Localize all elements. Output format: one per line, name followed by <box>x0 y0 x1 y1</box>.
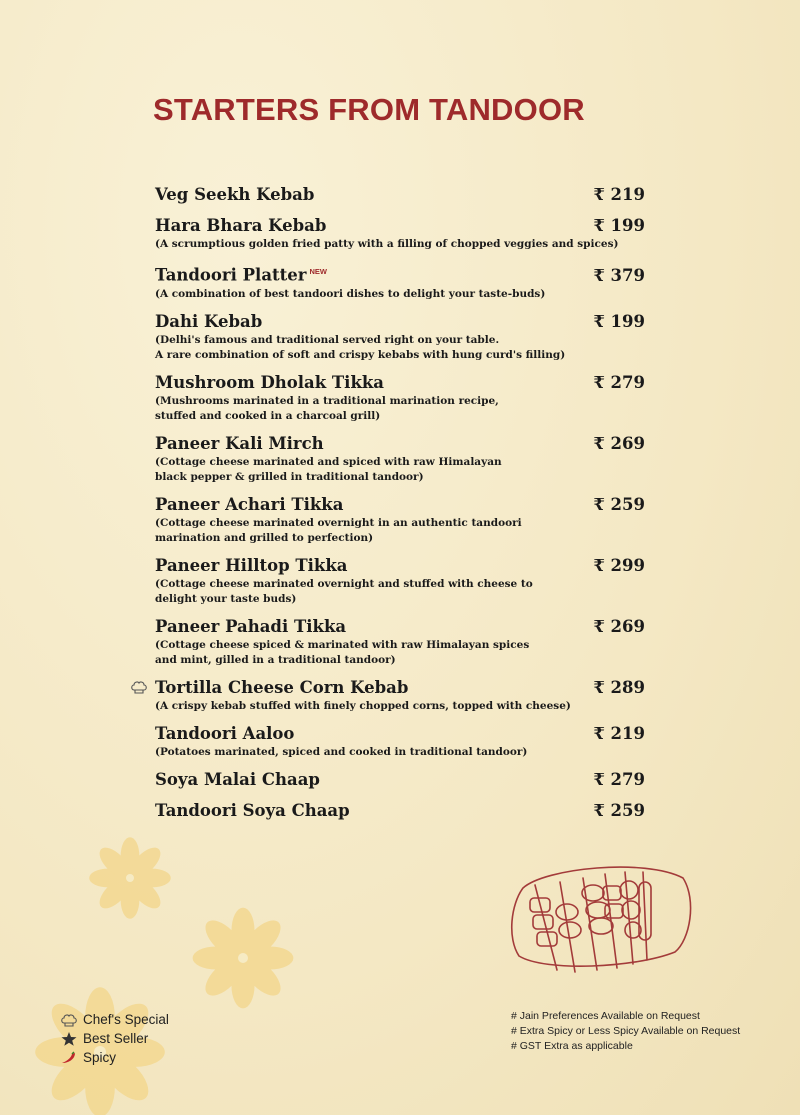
price-value: 259 <box>610 494 645 514</box>
item-price <box>593 555 645 577</box>
chef-hat-icon <box>60 1013 78 1027</box>
rupee-symbol: ₹ <box>593 555 605 575</box>
item-description: (Cottage cheese marinated and spiced with raw Himalayan <box>155 455 502 468</box>
item-description: (Cottage cheese marinated overnight in an authentic tandoori <box>155 516 522 529</box>
menu-item <box>155 616 645 668</box>
item-name: Hara Bhara Kebab <box>155 216 327 235</box>
legend <box>60 1010 169 1067</box>
item-name: Tandoori Aaloo <box>155 723 295 743</box>
menu-item <box>155 677 645 714</box>
legend-spicy <box>60 1048 169 1067</box>
item-description: (A combination of best tandoori dishes to delight your taste-buds) <box>155 287 546 300</box>
chef-hat-icon <box>130 680 148 694</box>
price-value: 269 <box>610 433 645 453</box>
price-value: 279 <box>610 769 645 789</box>
item-price <box>593 494 645 516</box>
menu-list <box>155 184 645 831</box>
price-value: 289 <box>610 677 645 697</box>
price-value: 259 <box>610 800 645 820</box>
item-description: black pepper & grilled in traditional tandoor) <box>155 470 424 483</box>
item-description: marination and grilled to perfection) <box>155 531 374 544</box>
price-value: 279 <box>610 372 645 392</box>
item-price <box>593 215 645 237</box>
item-description: A rare combination of soft and crispy kebabs with hung curd's filling) <box>155 348 566 361</box>
item-price <box>593 311 645 333</box>
item-price <box>593 723 645 745</box>
price-value: 299 <box>610 555 645 575</box>
note-line: # Extra Spicy or Less Spicy Available on Request <box>511 1025 741 1037</box>
item-name: Tandoori Platter <box>155 265 307 285</box>
item-description: (Delhi's famous and traditional served right on your table. <box>155 333 500 346</box>
rupee-symbol: ₹ <box>593 494 605 514</box>
rupee-symbol: ₹ <box>593 185 605 204</box>
rupee-symbol: ₹ <box>593 769 605 789</box>
menu-item <box>155 372 645 424</box>
note-line: # Jain Preferences Available on Request <box>511 1010 700 1022</box>
legend-chef-special-label: Chef's Special <box>83 1012 169 1027</box>
item-name: Veg Seekh Kebab <box>155 185 315 204</box>
item-price <box>593 372 645 394</box>
item-description: (Mushrooms marinated in a traditional marination recipe, <box>155 394 499 407</box>
legend-best-seller-label: Best Seller <box>83 1031 149 1046</box>
rupee-symbol: ₹ <box>593 433 605 453</box>
price-value: 379 <box>610 265 645 285</box>
item-description: delight your taste buds) <box>155 592 297 605</box>
item-description: (Cottage cheese marinated overnight and stuffed with cheese to <box>155 577 533 590</box>
item-price <box>593 769 645 791</box>
rupee-symbol: ₹ <box>593 800 605 820</box>
rupee-symbol: ₹ <box>593 311 605 331</box>
flower-pattern <box>0 830 320 1115</box>
item-description: (Potatoes marinated, spiced and cooked in traditional tandoor) <box>155 745 528 758</box>
item-name: Dahi Kebab <box>155 311 263 331</box>
item-description: (A scrumptious golden fried patty with a filling of chopped veggies and spices) <box>155 238 619 250</box>
kebab-skewers-illustration <box>505 860 695 980</box>
rupee-symbol: ₹ <box>593 616 605 636</box>
item-price <box>593 265 645 287</box>
price-value: 219 <box>610 185 645 204</box>
note-line: # GST Extra as applicable <box>511 1040 633 1052</box>
menu-item <box>155 723 645 760</box>
menu-item <box>155 311 645 363</box>
new-badge: NEW <box>309 267 327 276</box>
menu-item <box>155 261 645 302</box>
rupee-symbol: ₹ <box>593 677 605 697</box>
chili-icon <box>60 1051 78 1065</box>
price-value: 219 <box>610 723 645 743</box>
item-description: (A crispy kebab stuffed with finely chopped corns, topped with cheese) <box>155 699 571 712</box>
item-description: (Cottage cheese spiced & marinated with raw Himalayan spices <box>155 638 530 651</box>
item-price <box>593 433 645 455</box>
item-name: Paneer Kali Mirch <box>155 433 324 453</box>
item-name: Paneer Hilltop Tikka <box>155 555 348 575</box>
price-value: 199 <box>610 216 645 235</box>
item-name: Paneer Achari Tikka <box>155 494 344 514</box>
rupee-symbol: ₹ <box>593 216 605 235</box>
item-price <box>593 184 645 206</box>
menu-item <box>155 433 645 485</box>
item-name: Mushroom Dholak Tikka <box>155 372 385 392</box>
menu-item <box>155 800 645 822</box>
item-description: and mint, gilled in a traditional tandoor) <box>155 653 396 666</box>
menu-item <box>155 494 645 546</box>
item-price <box>593 677 645 699</box>
item-price <box>593 616 645 638</box>
price-value: 199 <box>610 311 645 331</box>
legend-chef-special <box>60 1010 169 1029</box>
rupee-symbol: ₹ <box>593 265 605 285</box>
price-value: 269 <box>610 616 645 636</box>
item-name: Soya Malai Chaap <box>155 769 320 789</box>
legend-spicy-label: Spicy <box>83 1050 117 1065</box>
page-title: STARTERS FROM TANDOOR <box>153 92 585 127</box>
rupee-symbol: ₹ <box>593 723 605 743</box>
menu-item <box>155 215 645 252</box>
star-icon <box>60 1032 78 1046</box>
legend-best-seller <box>60 1029 169 1048</box>
rupee-symbol: ₹ <box>593 372 605 392</box>
item-name: Tandoori Soya Chaap <box>155 800 350 820</box>
menu-item <box>155 184 645 206</box>
menu-item <box>155 769 645 791</box>
item-price <box>593 800 645 822</box>
item-name: Paneer Pahadi Tikka <box>155 616 347 636</box>
menu-item <box>155 555 645 607</box>
item-description: stuffed and cooked in a charcoal grill) <box>155 409 381 422</box>
notes <box>511 1009 740 1054</box>
item-name: Tortilla Cheese Corn Kebab <box>155 677 409 697</box>
